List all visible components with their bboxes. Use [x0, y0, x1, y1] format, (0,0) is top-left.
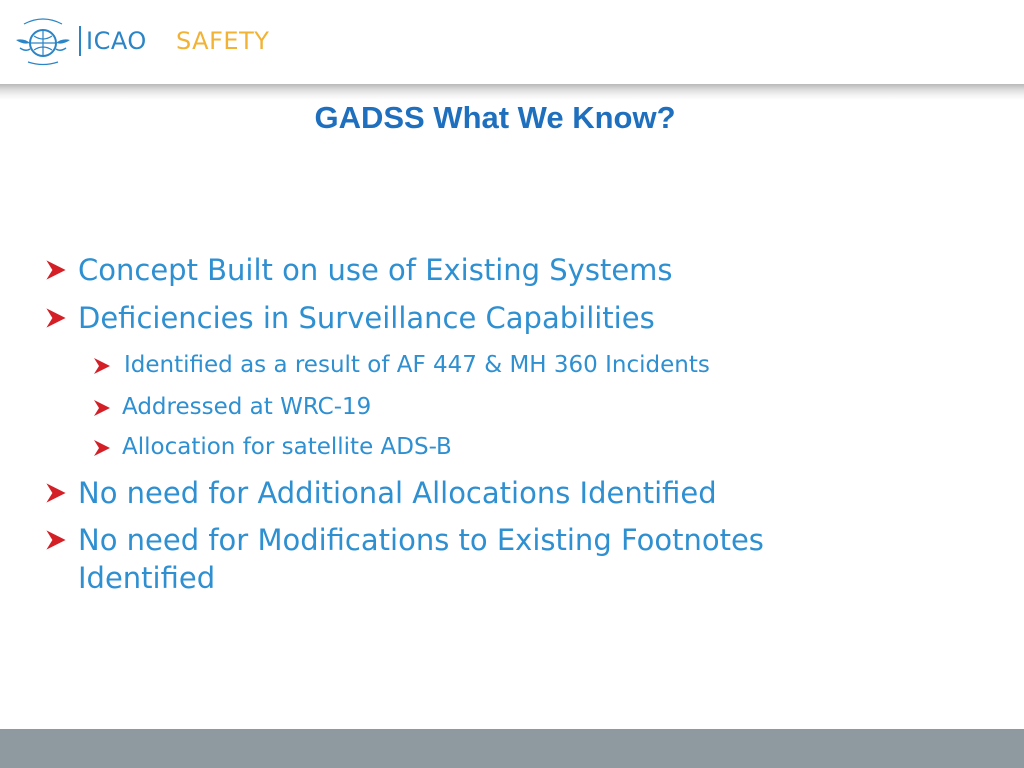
bullet-text-line: No need for Modifications to Existing Footnotes: [78, 523, 764, 557]
bullet-text: Identified as a result of AF 447 & MH 360 Incidents: [124, 352, 710, 378]
arrow-bullet-icon: [44, 258, 68, 282]
arrow-bullet-icon: [92, 398, 112, 418]
bullet-text: Addressed at WRC-19: [122, 394, 372, 420]
bullet-text-line: Identified: [78, 561, 216, 595]
arrow-bullet-icon: [44, 481, 68, 505]
slide-title: GADSS What We Know?: [314, 100, 676, 135]
arrow-bullet-icon: [92, 438, 112, 458]
arrow-bullet-icon: [44, 306, 68, 330]
bullet-text: Deficiencies in Surveillance Capabilities: [78, 301, 655, 335]
icao-emblem-icon: [14, 16, 72, 68]
header-bar: [0, 0, 1024, 84]
arrow-bullet-icon: [44, 528, 68, 552]
bullet-text: Allocation for satellite ADS-B: [122, 434, 452, 460]
logo-divider: [79, 26, 81, 56]
bullet-text: Concept Built on use of Existing Systems: [78, 253, 673, 287]
footer-bar: [0, 729, 1024, 768]
logo-icao-wordmark: ICAO: [86, 27, 147, 55]
bullet-text: No need for Additional Allocations Identified: [78, 476, 717, 510]
arrow-bullet-icon: [92, 356, 112, 376]
logo-safety-wordmark: SAFETY: [176, 27, 270, 55]
